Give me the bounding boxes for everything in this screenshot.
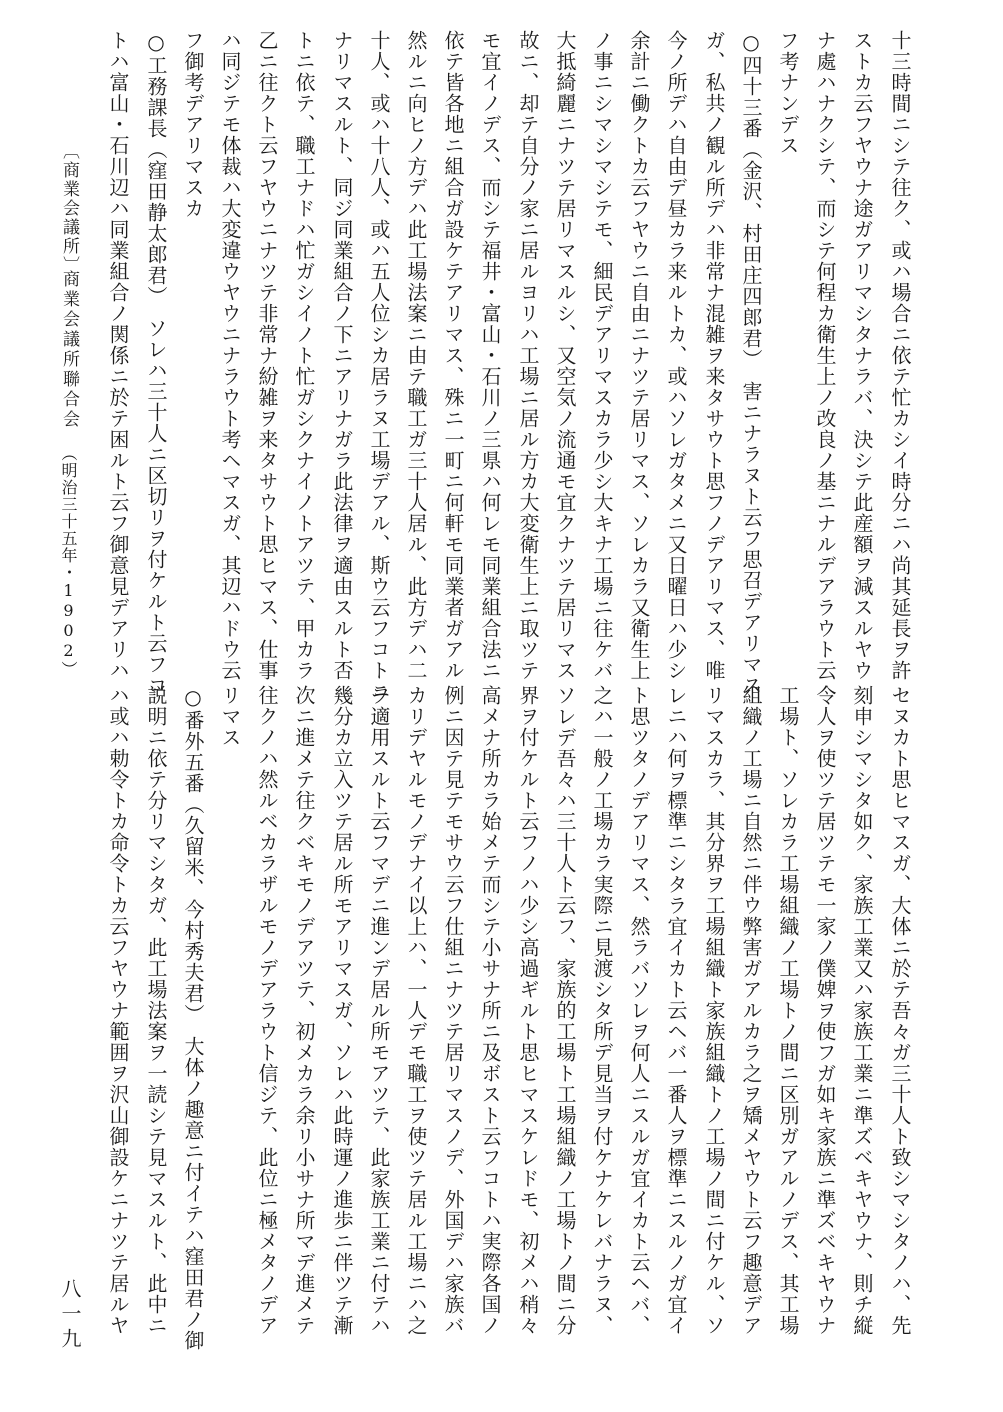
text-line-lower: 之ハ一般ノ工場カラ実際ニ見渡シタ所デ見当ヲ付ケナケレバナラヌ、 [590,685,614,1336]
text-line-lower: 幾分カ立入ツテ居ル所モアリマスガ、ソレハ此時運ノ進歩ニ伴ツテ漸 [330,685,354,1336]
text-line-upper: ストカ云フヤウナ途ガアリマシタナラバ、決シテ此産額ヲ減スルヤウ [850,30,874,681]
text-line-lower: 往クノハ然ルベカラザルモノデアラウト信ジテ、此位ニ極メタノデア [255,685,279,1336]
running-header-title: 商業会議所聯合会 [59,270,79,430]
text-line-lower: 工場ト、ソレカラ工場組織ノ工場トノ間ニ区別ガアルノデス、其工場 [776,685,800,1336]
text-line-upper: トニ依テ、職工ナドハ忙ガシイノト忙ガシクナイノトアツテ、甲カラ [292,30,316,681]
text-line-lower: 次ニ進メテ往クベキモノデアツテ、初メカラ余リ小サナ所マデ進メテ [292,685,316,1336]
running-header-org: 〔商業会議所〕 [59,142,79,275]
text-line-upper: 余計ニ働クトカ云フヤウニ自由ニナツテ居リマス、ソレカラ又衛生上 [627,30,651,681]
text-line-upper: 故ニ、却テ自分ノ家ニ居ルヨリハ工場ニ居ル方カ大変衛生上ニ取ツテ [516,30,540,681]
text-line-lower: ソレデ吾々ハ三十人ト云フ、家族的工場ト工場組織ノ工場トノ間ニ分 [553,685,577,1336]
text-line-upper: ○工務課長（窪田静太郎君） ソレハ三十人ニ区切リヲ付ケルト云フコ [144,30,168,696]
text-line-lower: カリデヤルモノデナイ以上ハ、一人デモ職工ヲ使ツテ居ル工場ニハ之 [404,685,428,1336]
text-line-lower: ハ或ハ勅令トカ命令トカ云フヤウナ範囲ヲ沢山御設ケニナツテ居ルヤ [106,685,130,1336]
text-line-upper: フ考ナンデス [776,30,800,156]
running-header-year: （明治三十五年・1902） [59,445,78,678]
text-line-lower: 組織ノ工場ニ自然ニ伴ウ弊害ガアルカラ之ヲ矯メヤウト云フ趣意デア [739,685,763,1336]
text-line-lower: 界ヲ付ケルト云フノハ少シ高過ギルト思ヒマスケレドモ、初メハ稍々 [516,685,540,1336]
text-line-lower: ヲ適用スルト云フマデニ進ンデ居ル所モアツテ、此家族工業ニ付テハ [367,685,391,1336]
text-line-upper: 十三時間ニシテ往ク、或ハ場合ニ依テ忙カシイ時分ニハ尚其延長ヲ許 [888,30,912,681]
text-line-upper: フ御考デアリマスカ [181,30,205,219]
text-line-lower: ○番外五番（久留米、今村秀夫君） 大体ノ趣意ニ付イテハ窪田君ノ御 [181,685,205,1351]
text-line-upper: 十人、或ハ十八人、或ハ五人位シカ居ラヌ工場デアル、斯ウ云フコトニ [367,30,391,702]
text-line-lower: 令人ヲ使ツテ居ツテモ一家ノ僕婢ヲ使フガ如キ家族ニ準ズベキヤウナ [813,685,837,1336]
text-line-upper: トハ富山・石川辺ハ同業組合ノ関係ニ於テ困ルト云フ御意見デアリハ [106,30,130,681]
text-line-lower: リマスカラ、其分界ヲ工場組織ト家族組織トノ工場ノ間ニ付ケル、ソ [702,685,726,1336]
text-line-lower: リマス [218,685,242,748]
text-line-upper: ナ處ハナクシテ、而シテ何程カ衛生上ノ改良ノ基ニナルデアラウト云 [813,30,837,681]
text-line-upper: ナリマスルト、同ジ同業組合ノ下ニアリナガラ此法律ヲ適由スルト否 [330,30,354,681]
text-line-upper: ハ同ジテモ体裁ハ大変違ウヤウニナラウト考ヘマスガ、其辺ハドウ云 [218,30,242,681]
text-line-upper: ○四十三番（金沢、村田庄四郎君） 害ニナラヌト云フ思召デアリマス [739,30,763,696]
text-line-upper: 大抵綺麗ニナツテ居リマスルシ、又空気ノ流通モ宜クナツテ居リマス [553,30,577,681]
text-line-upper: 乙ニ往クト云フヤウニナツテ非常ナ紛雑ヲ来タサウト思ヒマス、仕事 [255,30,279,681]
text-line-upper: 然ルニ向ヒノ方デハ此工場法案ニ由テ職工ガ三十人居ル、此方デハ二 [404,30,428,681]
text-line-upper: 依テ皆各地ニ組合ガ設ケテアリマス、殊ニ一町ニ何軒モ同業者ガアル [441,30,465,681]
text-line-upper: モ宜イノデス、而シテ福井・富山・石川ノ三県ハ何レモ同業組合法ニ [478,30,502,681]
text-line-lower: レニハ何ヲ標準ニシタラ宜イカト云ヘバ一番人ヲ標準ニスルノガ宜イ [664,685,688,1336]
text-line-lower: セヌカト思ヒマスガ、大体ニ於テ吾々ガ三十人ト致シマシタノハ、先 [888,685,912,1336]
text-line-upper: ガ、私共ノ観ル所デハ非常ナ混雑ヲ来タサウト思フノデアリマス、唯 [702,30,726,681]
text-line-lower: ト思ツタノデアリマス、然ラバソレヲ何人ニスルガ宜イカト云ヘバ、 [627,685,651,1336]
text-line-lower: 刻申シマシタ如ク、家族工業又ハ家族工業ニ準ズベキヤウナ、則チ縦 [850,685,874,1336]
text-line-lower: 例ニ因テ見テモサウ云フ仕組ニナツテ居リマスノデ、外国デハ家族バ [441,685,465,1336]
text-line-lower: 高メナ所カラ始メテ而シテ小サナ所ニ及ボスト云フコトハ実際各国ノ [478,685,502,1336]
text-line-upper: ノ事ニシマシマシテモ、細民デアリマスカラ少シ大キナ工場ニ往ケバ [590,30,614,681]
page-number: 八一九 [58,1278,82,1353]
text-line-lower: 説明ニ依テ分リマシタガ、此工場法案ヲ一読シテ見マスルト、此中ニ [144,685,168,1336]
text-line-upper: 今ノ所デハ自由デ昼カラ来ルトカ、或ハソレガタメニ又日曜日ハ少シ [664,30,688,681]
